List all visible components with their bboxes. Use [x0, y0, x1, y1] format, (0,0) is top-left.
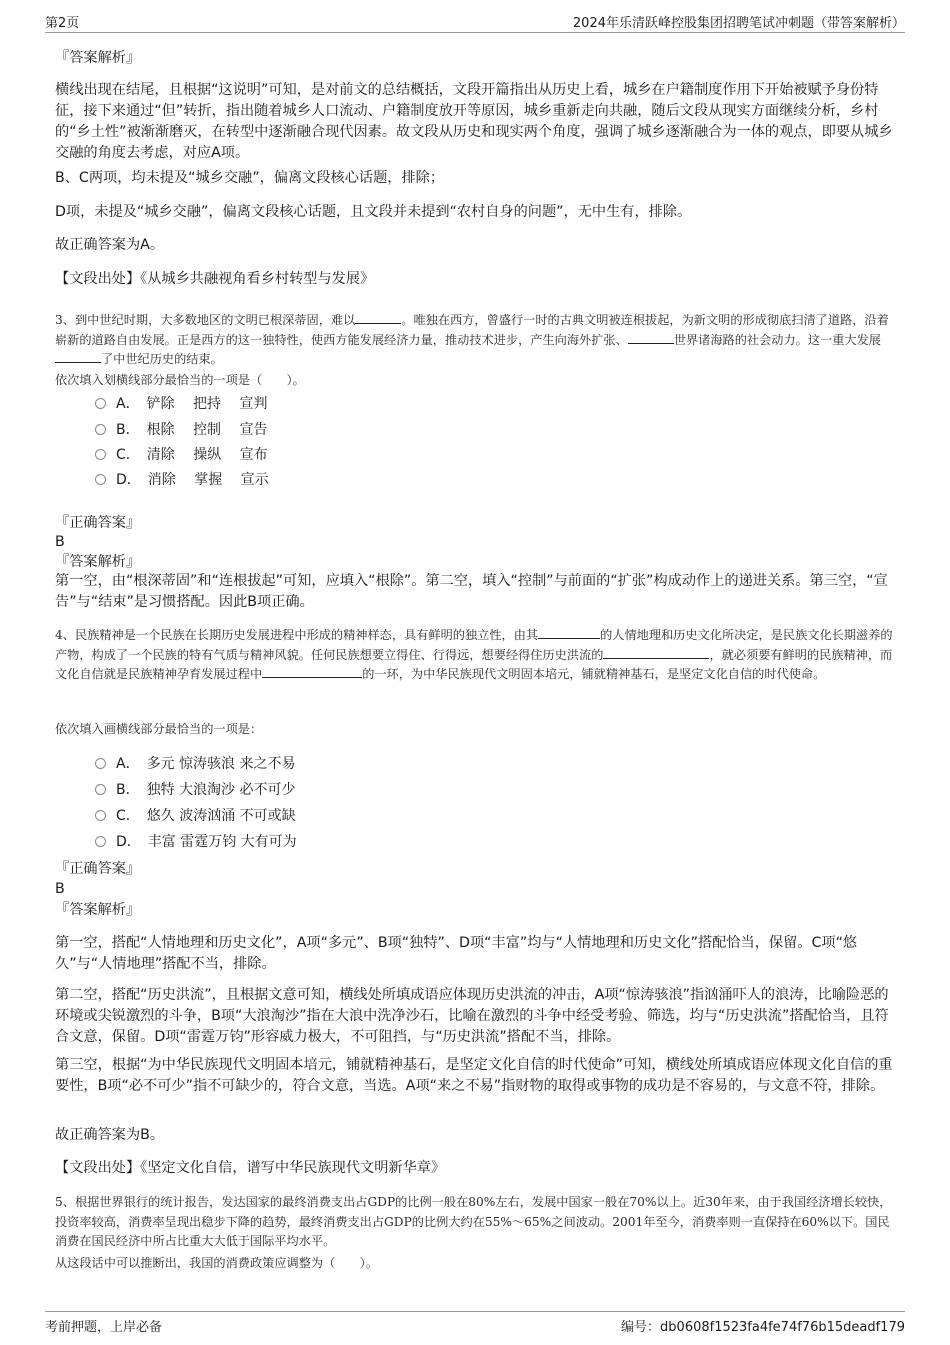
q4-correct-label: 『正确答案』 [55, 861, 141, 877]
q2-source: 【文段出处】《从城乡共融视角看乡村转型与发展》 [55, 271, 375, 287]
q4-source: 【文段出处】《坚定文化自信，谱写中华民族现代文明新华章》 [55, 1160, 446, 1176]
q2-analysis-p1: 横线出现在结尾，且根据“这说明”可知，是对前文的总结概括，文段开篇指出从历史上看，城乡在户籍制度作用下开始被赋予身份特征，接下来通过“但”转折，指出随着城乡人口流动、户籍制度放开等原因，城乡重新走向共融，随后文段从现实方面继续分析，乡村的“乡土性”被渐渐磨灭，在转型中逐渐融合现代因素。故文段从历史和现实两个角度，强调了城乡逐渐融合为一体的观点，即要从城乡交融的角度去考虑，对应A项。 [55, 82, 893, 161]
q4-analysis-p4: 故正确答案为B。 [55, 1127, 165, 1143]
q3-option-c[interactable]: C． 清除 操纵 宣布 [95, 445, 268, 465]
q4-answer: B [55, 881, 65, 897]
q3-analysis-label: 『答案解析』 [55, 554, 141, 570]
radio-icon[interactable] [95, 810, 106, 821]
q5-question: 5、根据世界银行的统计报告，发达国家的最终消费支出占GDP的比例一般在80%左右，发展中国家一般在70%以上。近30年来，由于我国经济增长较快，投资率较高，消费率呈现出稳步下降的趋势，最终消费支出占GDP的比例大约在55%～65%之间波动。2001年至今，消费率则一直保持在60%以下。国民消费在国民经济中所占比重大大低于国际平均水平。 [55, 1195, 892, 1248]
q4-option-c[interactable]: C． 悠久 波涛汹涌 不可或缺 [95, 806, 296, 826]
radio-icon[interactable] [95, 424, 106, 435]
radio-icon[interactable] [95, 836, 106, 847]
q4-analysis-label: 『答案解析』 [55, 902, 141, 918]
blank-1 [538, 626, 600, 639]
q3-prompt: 依次填入划横线部分最恰当的一项是（ ）。 [55, 373, 305, 387]
q4-analysis-p1: 第一空，搭配“人情地理和历史文化”，A项“多元”、B项“独特”、D项“丰富”均与“人情地理和历史文化”搭配恰当，保留。C项“悠久”与“人情地理”搭配不当，排除。 [55, 935, 858, 972]
q3-answer: B [55, 534, 65, 550]
q3-question: 3、到中世纪时期，大多数地区的文明已根深蒂固，难以 。唯独在西方，曾盛行一时的古典文明被连根拔起，为新文明的形成彻底扫清了道路，沿着崭新的道路自由发展。正是西方的这一独特性，使西方能发展经济力量，推动技术进步，产生向海外扩张、 世界诸海路的社会动力。这一重大发展了中世纪历史的结束。 [55, 313, 889, 366]
q3-option-b[interactable]: B． 根除 控制 宣告 [95, 420, 268, 440]
q2-analysis-p3: D项，未提及“城乡交融”，偏离文段核心话题，且文段并未提到“农村自身的问题”，无中生有，排除。 [55, 204, 692, 220]
page-header [45, 10, 905, 33]
q3-option-a[interactable]: A． 铲除 把持 宣判 [95, 394, 267, 414]
q2-analysis-label: 『答案解析』 [55, 50, 141, 66]
blank-2 [628, 331, 674, 344]
q4-option-a[interactable]: A． 多元 惊涛骇浪 来之不易 [95, 754, 295, 774]
radio-icon[interactable] [95, 758, 106, 769]
blank-3 [55, 350, 101, 363]
q5-prompt: 从这段话中可以推断出，我国的消费政策应调整为（ ）。 [55, 1256, 378, 1270]
radio-icon[interactable] [95, 784, 106, 795]
q2-analysis-p2: B、C两项，均未提及“城乡交融”，偏离文段核心话题，排除； [55, 170, 445, 186]
footer-slogan: 考前押题，上岸必备 [45, 1320, 163, 1335]
blank-2 [603, 646, 709, 659]
q3-analysis: 第一空，由“根深蒂固”和“连根拔起”可知，应填入“根除”。第二空，填入“控制”与前面的“扩张”构成动作上的递进关系。第三空，“宣告”与“结束”是习惯搭配。因此B项正确。 [55, 573, 888, 610]
radio-icon[interactable] [95, 449, 106, 460]
document-code: 编号：db0608f1523fa4fe74f76b15deadf179 [621, 1320, 905, 1335]
page-footer [45, 1311, 905, 1336]
radio-icon[interactable] [95, 474, 106, 485]
q4-option-d[interactable]: D． 丰富 雷霆万钧 大有可为 [95, 832, 297, 852]
page-number: 第2页 [45, 16, 80, 31]
q3-correct-label: 『正确答案』 [55, 515, 141, 531]
q4-prompt: 依次填入画横线部分最恰当的一项是： [55, 722, 263, 736]
q4-analysis-p2: 第二空，搭配“历史洪流”，且根据文意可知，横线处所填成语应体现历史洪流的冲击，A项“惊涛骇浪”指汹涌吓人的浪涛，比喻险恶的环境或尖锐激烈的斗争，B项“大浪淘沙”指在大浪中洗净沙石，比喻在激烈的斗争中经受考验、筛选，均与“历史洪流”搭配恰当，且符合文意，保留。D项“雷霆万钧”形容威力极大，不可阻挡，与“历史洪流”搭配不当，排除。 [55, 987, 889, 1045]
q4-question: 4、民族精神是一个民族在长期历史发展进程中形成的精神样态，具有鲜明的独立性，由其 的人情地理和历史文化所决定，是民族文化长期滋养的产物，构成了一个民族的特有气质与精神风貌。任何民族想要立得住、行得远，想要经得住历史洪流的 ，就必须要有鲜明的民族精神，而文化自信就是民族精神孕育发展过程中 的一环，为中华民族现代文明固本培元，铺就精神基石，是坚定文化自信的时代使命。 [55, 628, 893, 681]
blank-3 [262, 665, 362, 678]
document-title: 2024年乐清跃峰控股集团招聘笔试冲刺题（带答案解析） [572, 16, 905, 31]
q2-analysis-p4: 故正确答案为A。 [55, 237, 165, 253]
blank-1 [355, 311, 401, 324]
q4-option-b[interactable]: B． 独特 大浪淘沙 必不可少 [95, 780, 296, 800]
radio-icon[interactable] [95, 398, 106, 409]
q4-analysis-p3: 第三空，根据“为中华民族现代文明固本培元，铺就精神基石，是坚定文化自信的时代使命”可知，横线处所填成语应体现文化自信的重要性，B项“必不可少”指不可缺少的，符合文意，当选。A项“来之不易”指财物的取得或事物的成功是不容易的，与文意不符，排除。 [55, 1057, 893, 1094]
q3-option-d[interactable]: D． 消除 掌握 宣示 [95, 470, 269, 490]
